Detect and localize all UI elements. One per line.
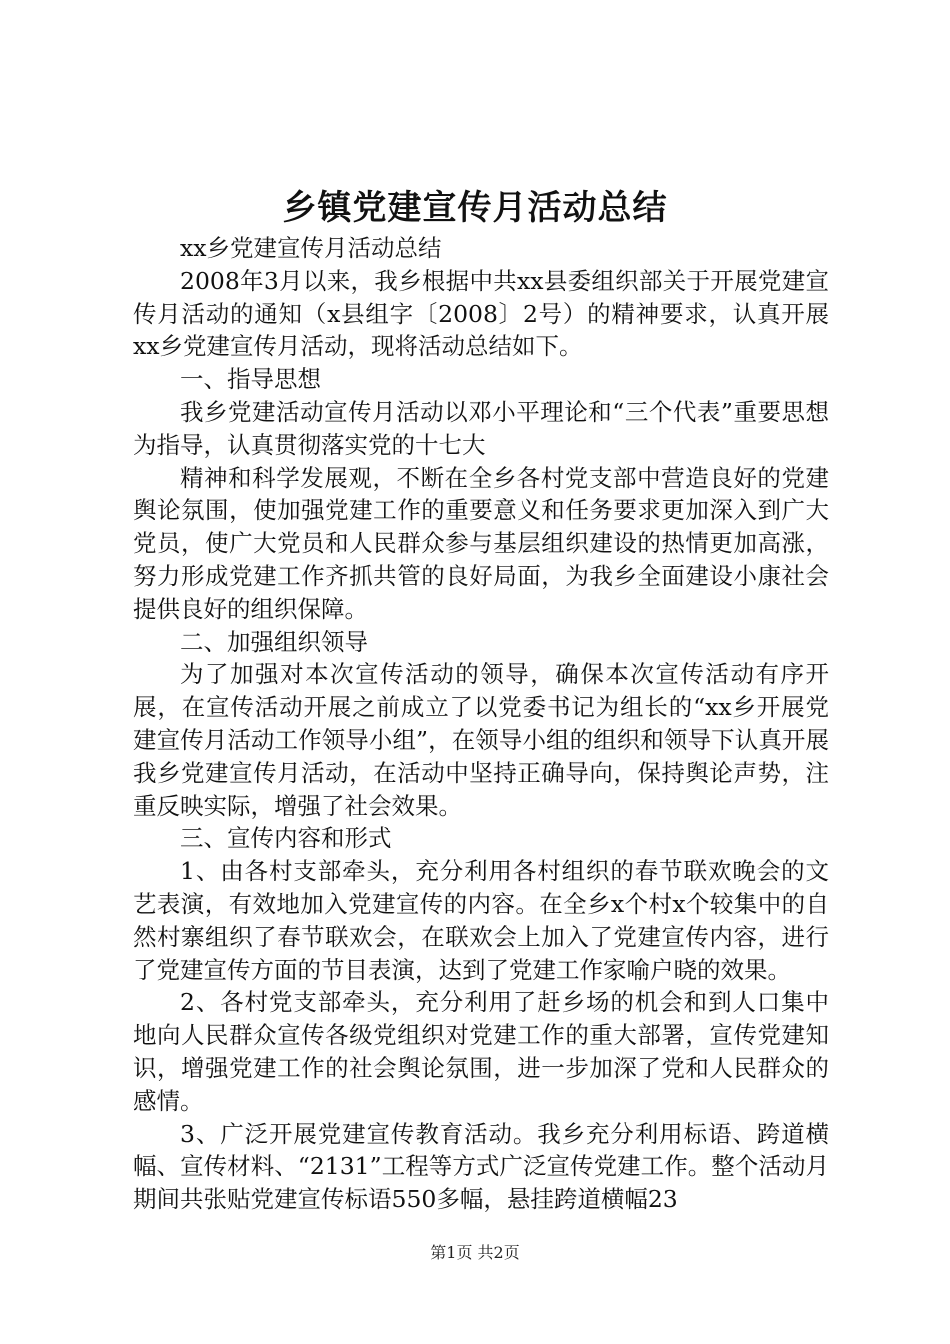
paragraph: 1、由各村支部牵头，充分利用各村组织的春节联欢晚会的文艺表演，有效地加入党建宣传的内容。在全乡x个村x个较集中的自然村寨组织了春节联欢会，在联欢会上加入了党建宣传内容，进行了党建宣传方面的节目表演，达到了党建工作家喻户晓的效果。	[133, 857, 829, 984]
paragraph: 2、各村党支部牵头，充分利用了赶乡场的机会和到人口集中地向人民群众宣传各级党组织对党建工作的重大部署，宣传党建知识，增强党建工作的社会舆论氛围，进一步加深了党和人民群众的感情。	[133, 988, 829, 1115]
paragraph: xx乡党建宣传月活动总结	[180, 234, 442, 262]
document-body	[133, 232, 829, 1216]
section-heading: 二、加强组织领导	[180, 627, 368, 656]
section-heading: 三、宣传内容和形式	[180, 824, 392, 853]
paragraph: 我乡党建活动宣传月活动以邓小平理论和“三个代表”重要思想为指导，认真贯彻落实党的十七大	[133, 397, 829, 459]
paragraph: 精神和科学发展观，不断在全乡各村党支部中营造良好的党建舆论氛围，使加强党建工作的重要意义和任务要求更加深入到广大党员，使广大党员和人民群众参与基层组织建设的热情更加高涨，努力形成党建工作齐抓共管的良好局面，为我乡全面建设小康社会提供良好的组织保障。	[133, 463, 829, 623]
paragraph: 3、广泛开展党建宣传教育活动。我乡充分利用标语、跨道横幅、宣传材料、“2131”工程等方式广泛宣传党建工作。整个活动月期间共张贴党建宣传标语550多幅，悬挂跨道横幅23	[133, 1119, 829, 1214]
section-heading: 一、指导思想	[180, 365, 321, 394]
page-footer: 第1页 共2页	[430, 1243, 520, 1262]
paragraph: 为了加强对本次宣传活动的领导，确保本次宣传活动有序开展，在宣传活动开展之前成立了以党委书记为组长的“xx乡开展党建宣传月活动工作领导小组”，在领导小组的组织和领导下认真开展我乡党建宣传月活动，在活动中坚持正确导向，保持舆论声势，注重反映实际，增强了社会效果。	[133, 660, 829, 820]
document-title: 乡镇党建宣传月活动总结	[282, 188, 668, 228]
paragraph: 2008年3月以来，我乡根据中共xx县委组织部关于开展党建宣传月活动的通知（x县组字〔2008〕2号）的精神要求，认真开展xx乡党建宣传月活动，现将活动总结如下。	[133, 266, 829, 361]
